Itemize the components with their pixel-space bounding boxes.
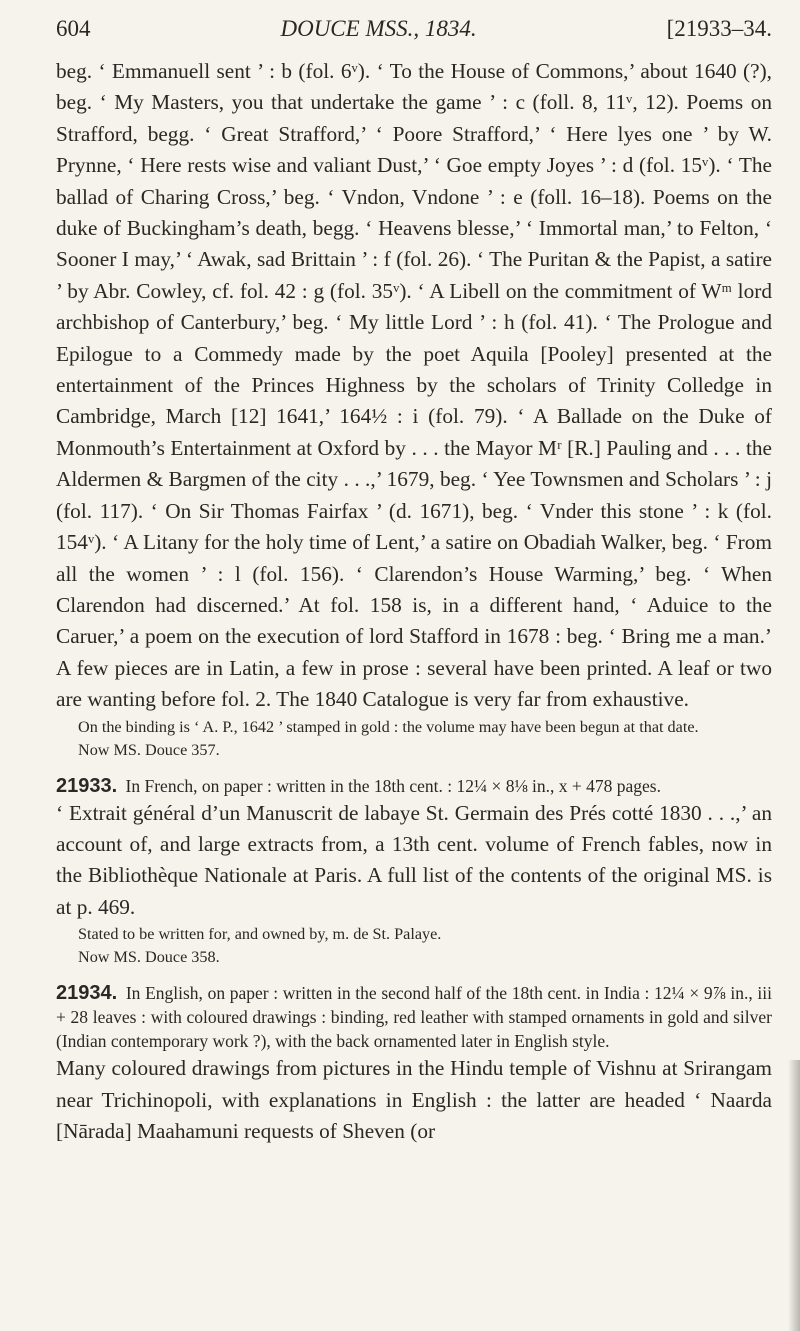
entry-number: 21933.: [56, 774, 118, 797]
entry-21933: [56, 774, 772, 970]
entry-body: Many coloured drawings from pictures in the Hindu temple of Vishnu at Srirangam near Trichinopoli, with explanations in English : the latter are headed ‘ Naarda [Nārada] Maahamuni requests of Sheven (or: [56, 1056, 772, 1143]
entry-description: In English, on paper : written in the second half of the 18th cent. in India : 12¼ × 9⅞ in., iii + 28 leaves : with coloured drawings : binding, red leather with stamped ornaments in gold and silver (Indian contemporary work ?), with the back ornamented later in English style.: [56, 983, 773, 1052]
binding-note: On the binding is ‘ A. P., 1642 ’ stamped in gold : the volume may have been begun at that date.: [78, 717, 699, 736]
continued-paragraph: beg. ‘ Emmanuell sent ’ : b (fol. 6ᵛ). ‘ To the House of Commons,’ about 1640 (?), beg. ‘ My Masters, you that undertake the game ’ : c (foll. 8, 11ᵛ, 12). Poems on Strafford, begg. ‘ Great Strafford,’ ‘ Poore Strafford,’ ‘ Here lyes one ’ by W. Prynne, ‘ Here rests wise and valiant Dust,’ ‘ Goe empty Joyes ’ : d (fol. 15ᵛ). ‘ The ballad of Charing Cross,’ beg. ‘ Vndon, Vndone ’ : e (foll. 16–18). Poems on the duke of Buckingham’s death, begg. ‘ Heavens blesse,’ ‘ Immortal man,’ to Felton, ‘ Sooner I may,’ ‘ Awak, sad Brittain ’ : f (fol. 26). ‘ The Puritan & the Papist, a satire ’ by Abr. Cowley, cf. fol. 42 : g (fol. 35ᵛ). ‘ A Libell on the commitment of Wᵐ lord archbishop of Canterbury,’ beg. ‘ My little Lord ’ : h (fol. 41). ‘ The Prologue and Epilogue to a Commedy made by the poet Aquila [Pooley] presented at the entertainment of the Princes Highness by the scholars of Trinity Colledge in Cambridge, March [12] 1641,’ 164½ : i (fol. 79). ‘ A Ballade on the Duke of Monmouth’s Entertainment at Oxford by . . . the Mayor Mʳ [R.] Pauling and . . . the Aldermen & Bargmen of the city . . .,’ 1679, beg. ‘ Yee Townsmen and Scholars ’ : j (fol. 117). ‘ On Sir Thomas Fairfax ’ (d. 1671), beg. ‘ Vnder this stone ’ : k (fol. 154ᵛ). ‘ A Litany for the holy time of Lent,’ a satire on Obadiah Walker, beg. ‘ From all the women ’ : l (fol. 156). ‘ Clarendon’s House Warming,’ beg. ‘ When Clarendon had discerned.’ At fol. 158 is, in a different hand, ‘ Aduice to the Caruer,’ a poem on the execution of lord Stafford in 1678 : beg. ‘ Bring me a man.’ A few pieces are in Latin, a few in prose : several have been printed. A leaf or two are wanting before fol. 2. The 1840 Catalogue is very far from exhaustive.: [56, 59, 772, 712]
page-number: 604: [56, 16, 91, 41]
running-title: DOUCE MSS., 1834.: [280, 16, 477, 41]
shelfmark: Now MS. Douce 358.: [78, 948, 220, 967]
entry-21934: [56, 981, 772, 1147]
entry-heading: [56, 774, 772, 798]
entry-note: Stated to be written for, and owned by, m. de St. Palaye.: [78, 925, 442, 944]
entry-range: [21933–34.: [666, 16, 772, 41]
entry-number: 21934.: [56, 982, 118, 1005]
entry-heading: [56, 981, 772, 1053]
running-header: [56, 16, 772, 42]
page-edge-shadow: [788, 1060, 800, 1331]
shelfmark: Now MS. Douce 357.: [78, 740, 220, 759]
entry-body: ‘ Extrait général d’un Manuscrit de labaye St. Germain des Prés cotté 1830 . . .,’ an account of, and large extracts from, a 13th cent. volume of French fables, now in the Bibliothèque Nationale at Paris. A full list of the contents of the original MS. is at p. 469.: [56, 800, 772, 919]
entry-description: In French, on paper : written in the 18th cent. : 12¼ × 8⅛ in., x + 478 pages.: [125, 775, 661, 796]
